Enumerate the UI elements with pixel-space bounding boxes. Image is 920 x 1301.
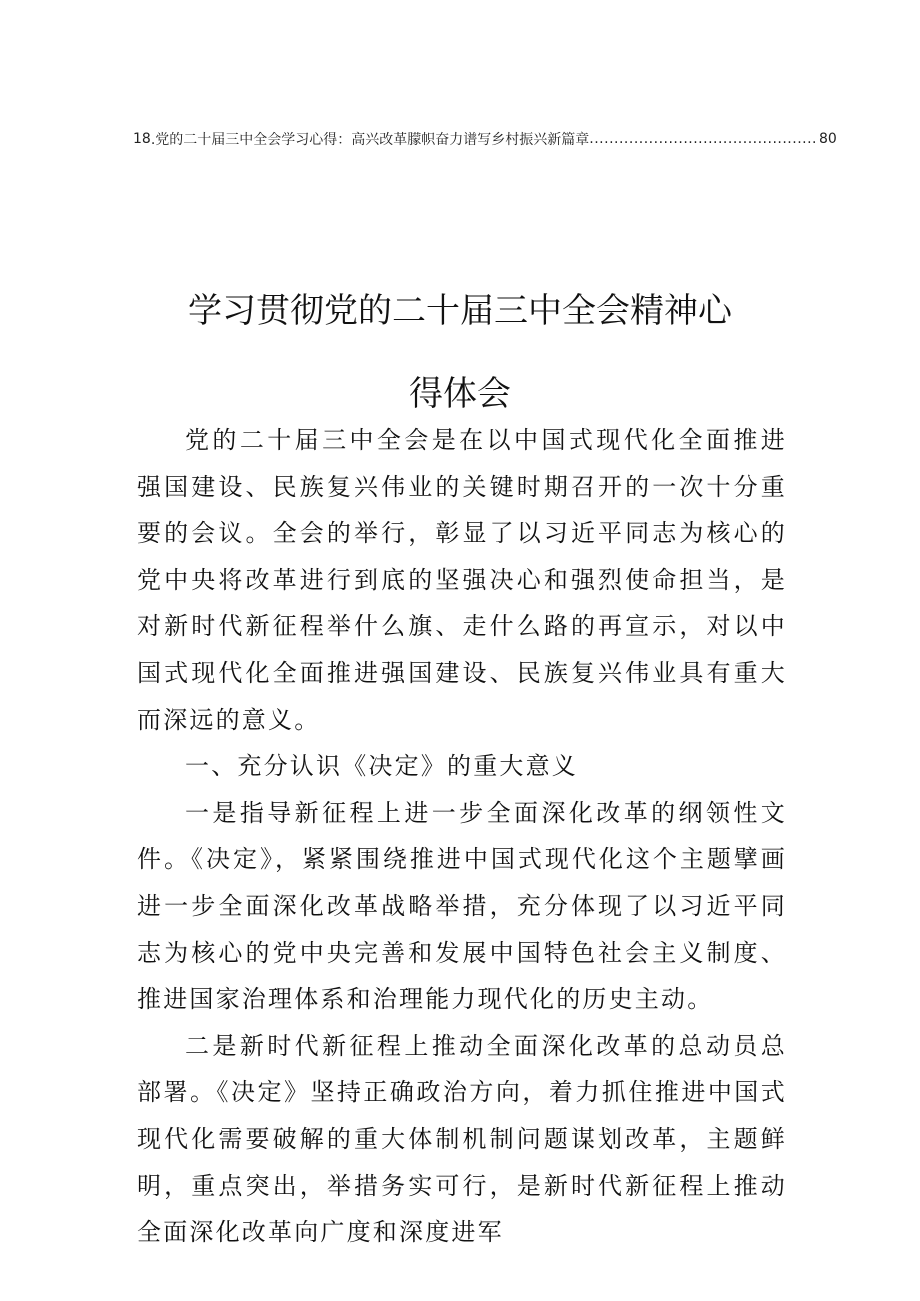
paragraph-point-two: 二是新时代新征程上推动全面深化改革的总动员总部署。《决定》坚持正确政治方向，着力抓住推进中国式现代化需要破解的重大体制机制问题谋划改革，主题鲜明，重点突出，举措务实可行，是新时代新征程上推动全面深化改革向广度和深度进军 <box>137 1031 787 1247</box>
section-heading: 一、充分认识《决定》的重大意义 <box>185 752 578 781</box>
toc-entry-page: 80 <box>819 131 837 147</box>
toc-entry-title: .党的二十届三中全会学习心得：高兴改革朦帜奋力谱写乡村振兴新篇章 <box>150 132 590 148</box>
document-title-line-1: 学习贯彻党的二十届三中全会精神心 <box>188 291 732 331</box>
paragraph-point-one: 一是指导新征程上进一步全面深化改革的纲领性文件。《决定》，紧紧围绕推进中国式现代化这个主题擘画进一步全面深化改革战略举措，充分体现了以习近平同志为核心的党中央完善和发展中国特色社会主义制度、推进国家治理体系和治理能力现代化的历史主动。 <box>137 798 787 1014</box>
document-body <box>137 417 787 1256</box>
document-title-line-2: 得体会 <box>409 374 511 414</box>
toc-entry-number: 18 <box>133 131 151 147</box>
toc-entry[interactable] <box>133 128 837 150</box>
paragraph-intro: 党的二十届三中全会是在以中国式现代化全面推进强国建设、民族复兴伟业的关键时期召开的一次十分重要的会议。全会的举行，彰显了以习近平同志为核心的党中央将改革进行到底的坚强决心和强烈使命担当，是对新时代新征程举什么旗、走什么路的再宣示，对以中国式现代化全面推进强国建设、民族复兴伟业具有重大而深远的意义。 <box>137 426 787 734</box>
toc-entry-leader: .............................................. <box>589 131 817 147</box>
